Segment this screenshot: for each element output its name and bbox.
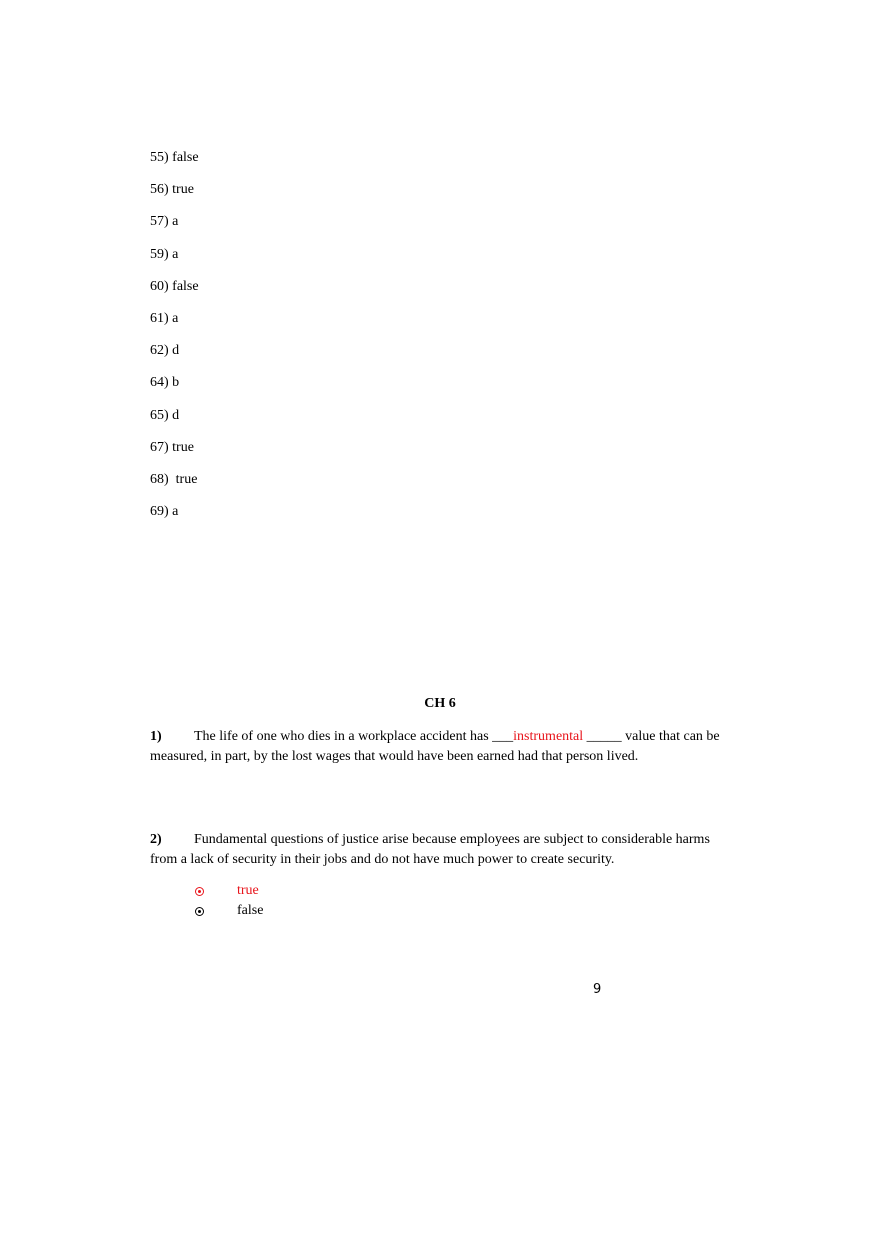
- option-label: false: [237, 903, 264, 918]
- option-true[interactable]: [195, 881, 263, 901]
- question-text-after: _____ value that can be measured, in part, by the lost wages that would have been earned had that person lived.: [150, 729, 720, 764]
- answer-key-list: [150, 148, 199, 534]
- answer-item: 68) true: [150, 471, 198, 487]
- answer-item: 61) a: [150, 310, 179, 326]
- answer-item: 65) d: [150, 407, 180, 423]
- question-2-options: [195, 881, 263, 921]
- answer-item: 55) false: [150, 150, 199, 165]
- answer-item: 59) a: [150, 246, 179, 262]
- answer-item: 56) true: [150, 182, 194, 198]
- option-label: true: [237, 883, 259, 898]
- question-text-before: The life of one who dies in a workplace accident has ___: [194, 729, 514, 744]
- chapter-heading: CH 6: [424, 696, 456, 711]
- answer-item: 69) a: [150, 504, 179, 520]
- fill-in-answer: instrumental: [513, 729, 584, 744]
- option-false[interactable]: [195, 901, 263, 921]
- answer-item: 64) b: [150, 375, 180, 391]
- question-1: [150, 727, 720, 767]
- answer-item: 67) true: [150, 439, 194, 455]
- radio-selected-icon[interactable]: [195, 887, 204, 896]
- answer-item: 57) a: [150, 214, 179, 230]
- answer-item: 62) d: [150, 343, 180, 359]
- question-number: 1): [150, 729, 162, 744]
- question-text: Fundamental questions of justice arise because employees are subject to considerable harms from a lack of security in their jobs and do not have much power to create security.: [150, 832, 710, 867]
- question-number: 2): [150, 832, 162, 847]
- page-number: 9: [593, 982, 602, 997]
- answer-item: 60) false: [150, 278, 199, 294]
- radio-icon[interactable]: [195, 907, 204, 916]
- question-2: [150, 830, 720, 870]
